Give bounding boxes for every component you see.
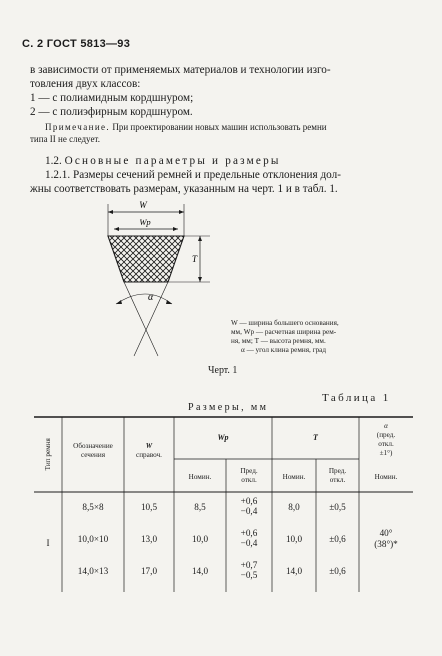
header-alpha-2: (пред. — [376, 431, 396, 439]
label-w: W — [139, 200, 147, 210]
row-1-t-dev: ±0,5 — [329, 502, 346, 512]
row-2-t-nominal: 10,0 — [285, 534, 303, 544]
row-2-wp-dev-down: −0,4 — [240, 538, 258, 548]
subheader-t-dev-1: Пред. — [328, 467, 347, 475]
row-1-wp-dev-down: −0,4 — [240, 506, 258, 516]
subheader-wp-dev-1: Пред. — [240, 467, 258, 475]
row-1-wp-nominal: 8,5 — [194, 502, 206, 512]
header-type: Тип ремня — [43, 438, 52, 471]
note-label: Примечание. — [45, 122, 111, 132]
cell-type: I — [46, 538, 50, 548]
row-3-t-nominal: 14,0 — [285, 566, 303, 576]
row-2-t-dev: ±0,6 — [329, 534, 346, 544]
header-designation-2: сечения — [80, 451, 106, 459]
table-subtitle: Размеры, мм — [188, 402, 269, 413]
row-2-wp-dev-up: +0,6 — [240, 528, 258, 538]
label-alpha: α — [148, 292, 154, 303]
legend-line-4: α — угол клина ремня, град — [241, 346, 327, 354]
note-line-2: типа II не следует. — [30, 134, 100, 144]
header-wp: Wp — [217, 433, 229, 442]
subheader-wp-nominal: Номин. — [188, 473, 212, 481]
dimensions-table — [34, 416, 413, 592]
legend-line-3: ня, мм; T — высота ремня, мм. — [231, 337, 326, 345]
belt-cross-section-drawing — [88, 196, 218, 360]
subheader-t-nominal: Номин. — [282, 473, 306, 481]
header-designation-1: Обозначение — [73, 442, 113, 450]
row-1-wp-dev-up: +0,6 — [240, 496, 258, 506]
row-3-designation: 14,0×13 — [77, 566, 109, 576]
section-number: 1.2. — [45, 155, 62, 167]
section-title: Основные параметры и размеры — [64, 155, 281, 167]
paragraph-line-2: жны соответствовать размерам, указанным на черт. 1 и в табл. 1. — [30, 183, 338, 195]
row-3-t-dev: ±0,6 — [329, 566, 346, 576]
header-t: T — [313, 433, 318, 442]
row-1-designation: 8,5×8 — [82, 502, 104, 512]
label-wp: Wp — [139, 217, 151, 227]
page-header: С. 2 ГОСТ 5813—93 — [22, 38, 131, 50]
cell-alpha-2: (38°)* — [374, 539, 398, 549]
row-2-wp-nominal: 10,0 — [191, 534, 209, 544]
legend-line-2: мм, Wp — расчетная ширина рем- — [231, 328, 337, 336]
list-item-2: 2 — с полиэфирным кордшнуром. — [30, 106, 193, 118]
row-2-w: 13,0 — [140, 534, 158, 544]
subheader-alpha-nominal: Номин. — [374, 473, 398, 481]
list-item-1: 1 — с полиамидным кордшнуром; — [30, 92, 194, 104]
header-alpha-3: откл. — [378, 440, 394, 448]
subheader-wp-dev-2: откл. — [241, 476, 257, 484]
note-line-1 — [45, 122, 327, 133]
row-1-w: 10,5 — [140, 502, 158, 512]
intro-line-2: товления двух классов: — [30, 78, 141, 90]
header-alpha-1: α — [384, 422, 388, 430]
row-3-wp-nominal: 14,0 — [191, 566, 209, 576]
header-w-2: справоч. — [136, 451, 162, 459]
row-3-wp-dev-down: −0,5 — [240, 570, 258, 580]
paragraph-line-1: 1.2.1. Размеры сечений ремней и предельные отклонения дол- — [45, 169, 341, 181]
label-t: T — [192, 254, 198, 264]
figure-caption: Черт. 1 — [208, 365, 238, 376]
header-alpha-4: ±1°) — [379, 449, 393, 457]
row-2-designation: 10,0×10 — [77, 534, 109, 544]
row-3-wp-dev-up: +0,7 — [240, 560, 258, 570]
note-text-1: При проектировании новых машин использовать ремни — [110, 122, 327, 132]
header-w-1: W — [145, 442, 153, 450]
section-heading — [45, 154, 281, 168]
row-1-t-nominal: 8,0 — [288, 502, 300, 512]
intro-line-1: в зависимости от применяемых материалов и технологии изго- — [30, 64, 331, 76]
table-title: Таблица 1 — [322, 392, 391, 404]
legend-line-1: W — ширина большего основания, — [231, 319, 339, 327]
row-3-w: 17,0 — [140, 566, 158, 576]
cell-alpha-1: 40° — [379, 528, 393, 538]
subheader-t-dev-2: откл. — [329, 476, 346, 484]
